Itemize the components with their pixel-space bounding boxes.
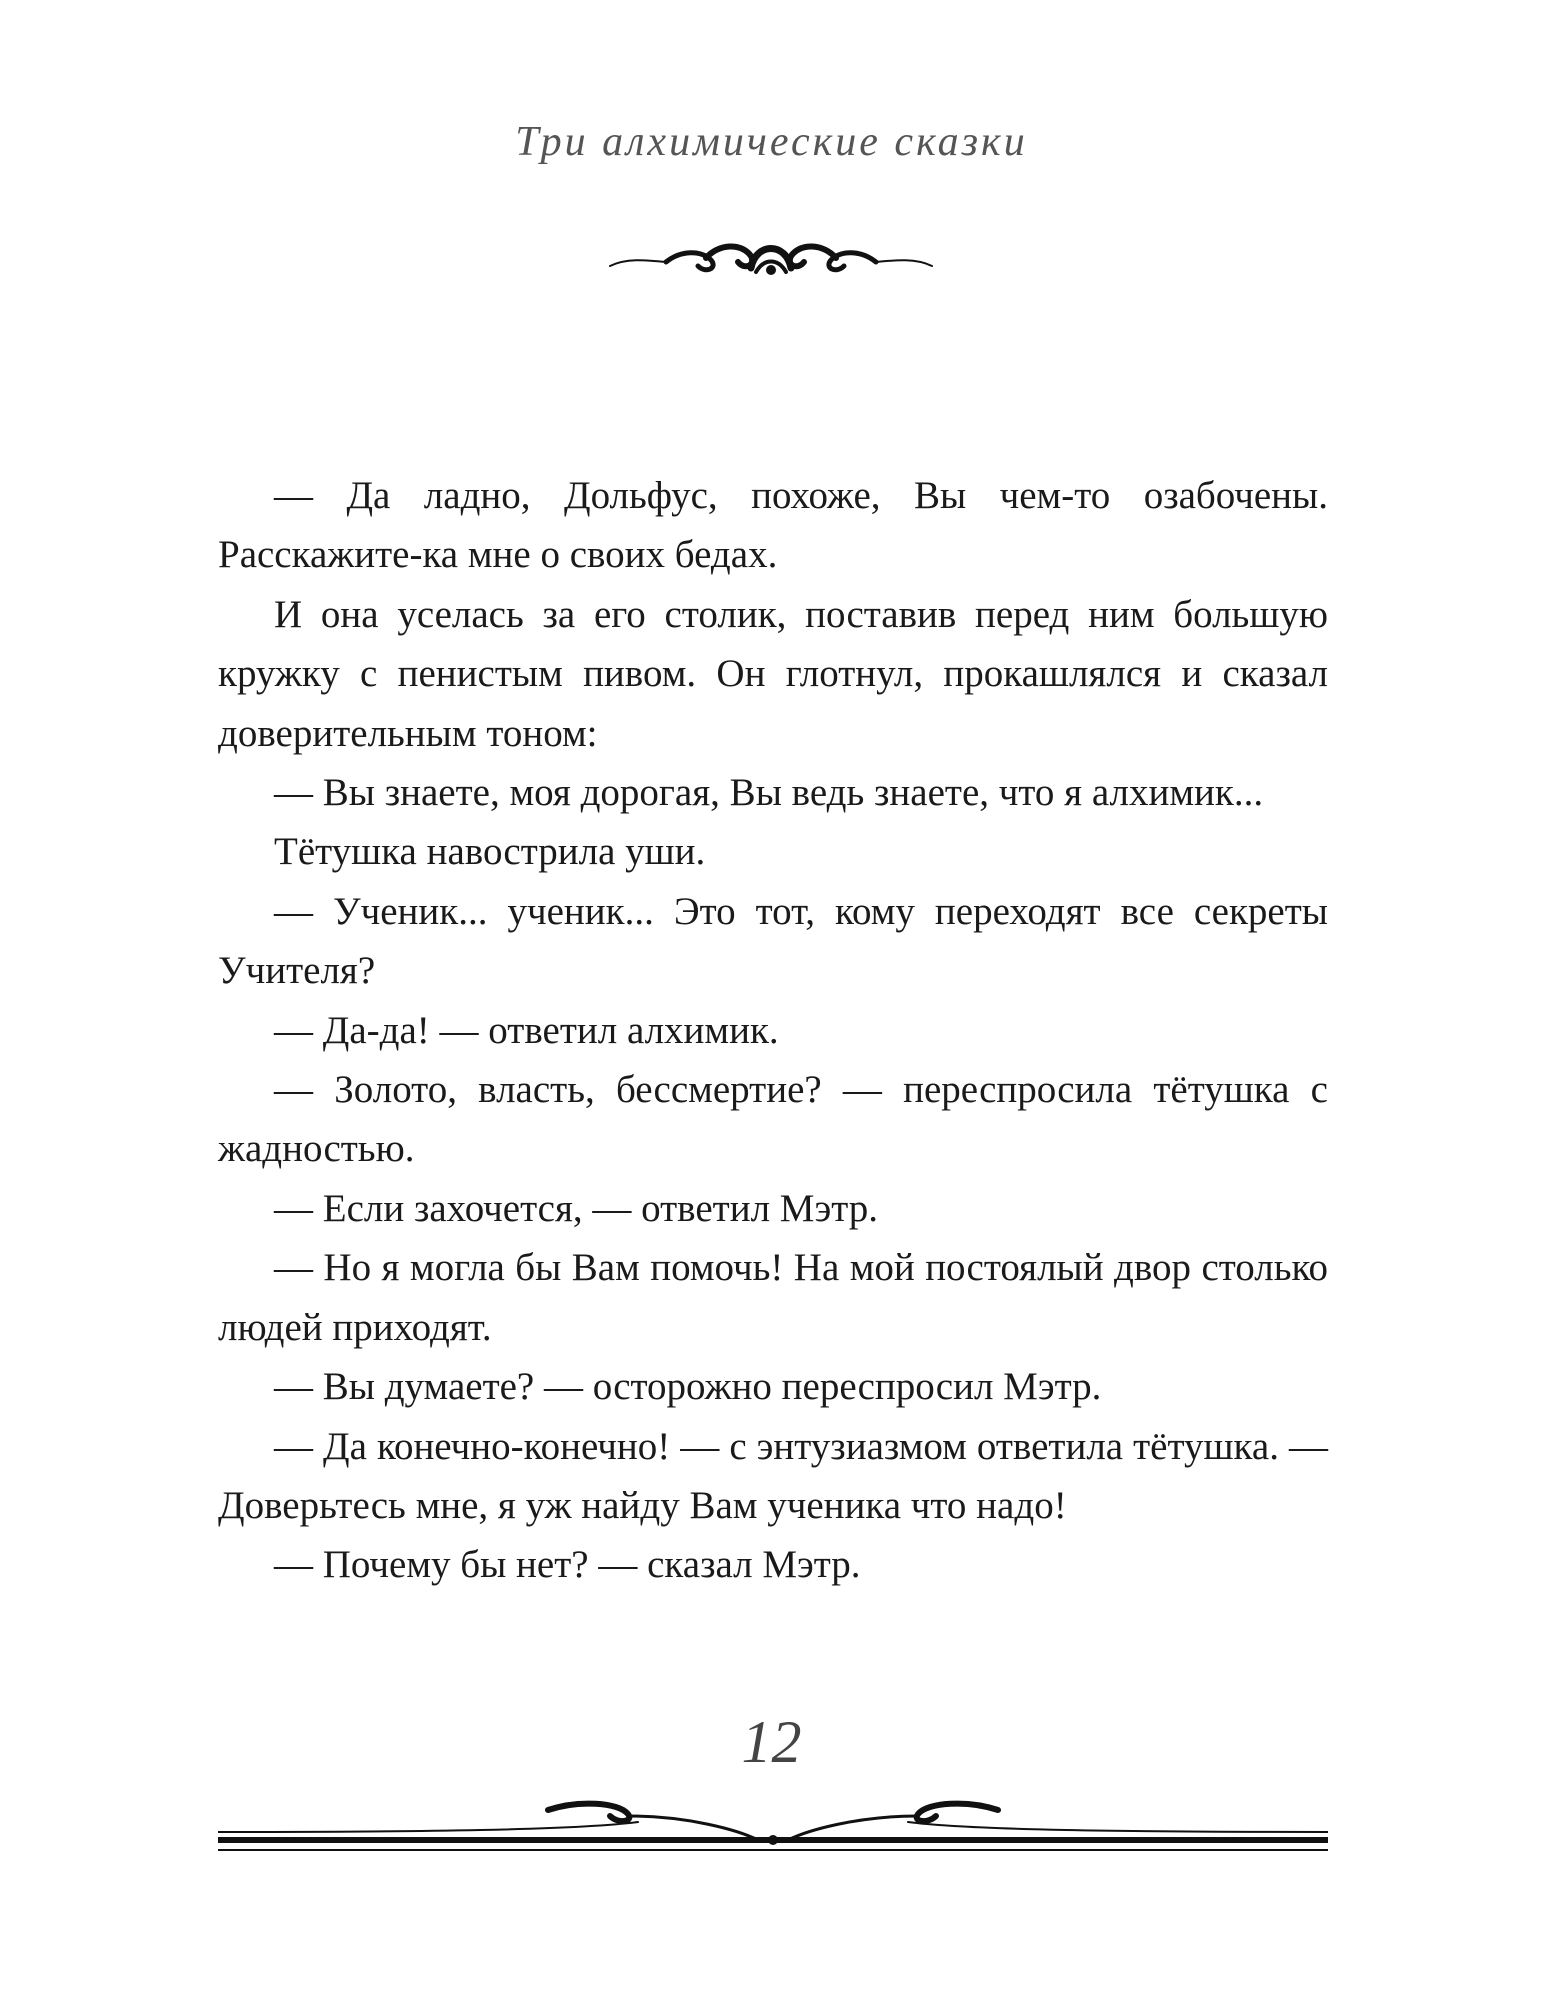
body-text — [218, 466, 1328, 1595]
paragraph: — Вы думаете? — осторожно переспросил Мэтр. — [274, 1365, 1102, 1409]
paragraph: — Но я могла бы Вам помочь! На мой постоялый двор столько людей приходят. — [218, 1246, 1328, 1349]
paragraph: — Да ладно, Дольфус, похоже, Вы чем-то озабочены. Расскажите-ка мне о своих бедах. — [218, 474, 1328, 577]
bottom-rule-ornament — [218, 1770, 1328, 1870]
paragraph: — Да конечно-конечно! — с энтузиазмом ответила тётушка. — Доверьтесь мне, я уж найду Вам ученика что надо! — [218, 1424, 1328, 1527]
running-title: Три алхимические сказки — [515, 119, 1028, 165]
page-number: 12 — [741, 1709, 802, 1775]
ornament-dot — [766, 265, 776, 275]
paragraph: И она уселась за его столик, поставив перед ним большую кружку с пенистым пивом. Он глотнул, прокашлялся и сказал доверительным тоном: — [218, 592, 1328, 755]
paragraph: — Ученик... ученик... Это тот, кому переходят все секреты Учителя? — [218, 889, 1328, 993]
paragraph: Тётушка навострила уши. — [274, 830, 706, 874]
paragraph: — Золото, власть, бессмертие? — переспросила тётушка с жадностью. — [218, 1068, 1328, 1171]
paragraph: — Вы знаете, моя дорогая, Вы ведь знаете, что я алхимик... — [274, 771, 1264, 815]
paragraph: — Почему бы нет? — сказал Мэтр. — [274, 1543, 861, 1587]
top-flourish-ornament — [606, 228, 936, 288]
paragraph: — Если захочется, — ответил Мэтр. — [274, 1186, 878, 1230]
ornament-dot — [768, 1835, 778, 1845]
paragraph: — Да-да! — ответил алхимик. — [274, 1008, 779, 1052]
